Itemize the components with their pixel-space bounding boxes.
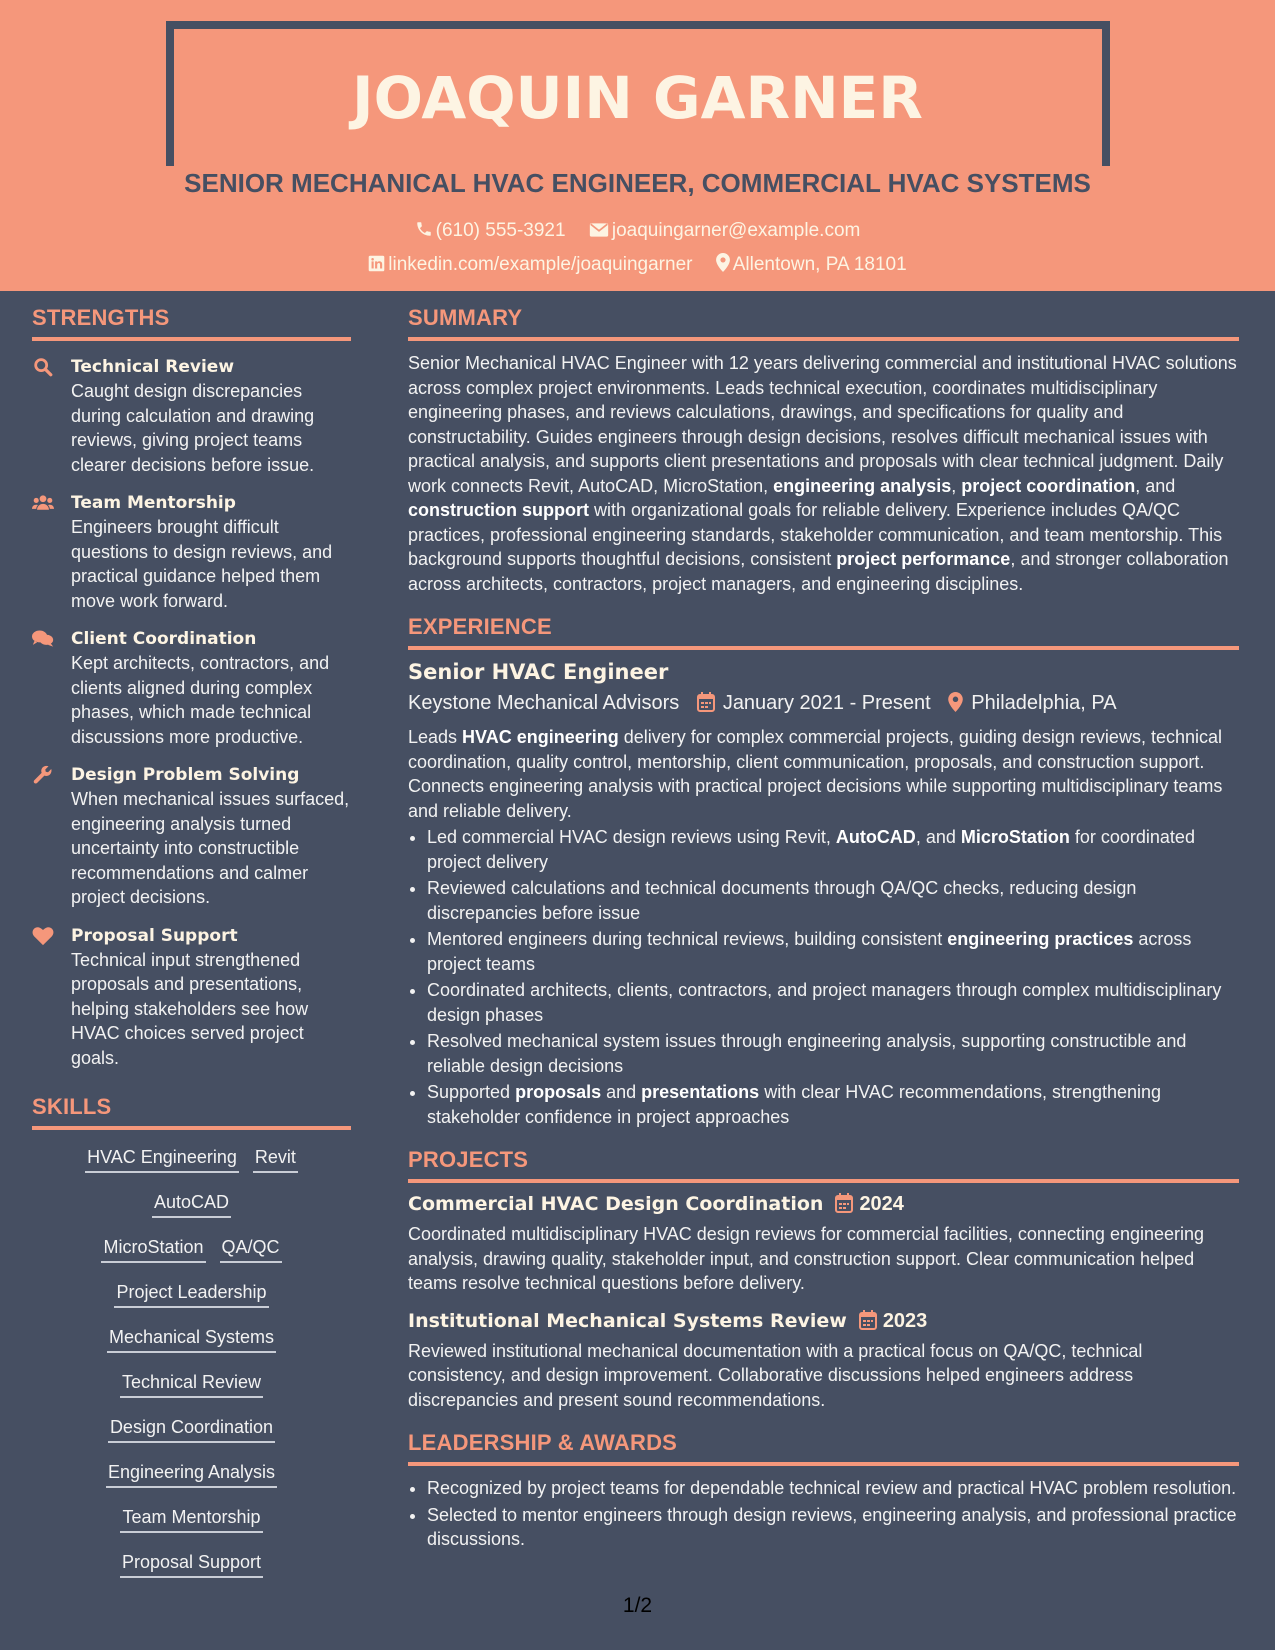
strength-desc: Kept architects, contractors, and clients aligned during complex phases, which made technical discussions more productive. bbox=[71, 653, 330, 747]
project-title bbox=[408, 1193, 1239, 1216]
project-name: Institutional Mechanical Systems Review bbox=[408, 1309, 847, 1332]
strengths-heading: STRENGTHS bbox=[32, 305, 351, 341]
project-name: Commercial HVAC Design Coordination bbox=[408, 1193, 824, 1215]
phone-item bbox=[415, 220, 566, 242]
strength-title: Proposal Support bbox=[71, 925, 238, 946]
job-bullets bbox=[408, 825, 1239, 1129]
experience-heading: EXPERIENCE bbox=[408, 614, 1239, 650]
calendar-icon bbox=[859, 1310, 877, 1330]
job-dates: January 2021 - Present bbox=[722, 692, 931, 714]
location-text: Allentown, PA 18101 bbox=[732, 254, 907, 275]
job-meta bbox=[408, 692, 1239, 715]
envelope-icon bbox=[589, 222, 609, 238]
list-item: • Led commercial HVAC design reviews using Revit, AutoCAD, and MicroStation for coordinated project delivery bbox=[427, 825, 1239, 874]
skill-tag: Engineering Analysis bbox=[106, 1461, 277, 1488]
project-desc: Coordinated multidisciplinary HVAC design reviews for commercial facilities, connecting engineering analysis, drawing quality, stakeholder input, and construction support. Clear communication helped teams resolve technical questions before delivery. bbox=[408, 1224, 1205, 1293]
list-item: • Supported proposals and presentations with clear HVAC recommendations, strengthening stakeholder confidence in project approaches bbox=[427, 1080, 1239, 1129]
strength-item bbox=[32, 491, 351, 613]
linkedin-text[interactable]: linkedin.com/example/joaquingarner bbox=[388, 254, 693, 275]
strength-title: Client Coordination bbox=[71, 629, 257, 649]
skill-tag: Project Leadership bbox=[114, 1281, 268, 1308]
job-location: Philadelphia, PA bbox=[971, 692, 1117, 714]
strength-item bbox=[32, 627, 351, 749]
list-item: • Selected to mentor engineers through design reviews, engineering analysis, and professional practice discussions. bbox=[427, 1503, 1239, 1552]
calendar-icon bbox=[697, 692, 715, 712]
strength-desc: Engineers brought difficult questions to design reviews, and practical guidance helped them move work forward. bbox=[71, 517, 333, 611]
location-item bbox=[716, 253, 907, 276]
skill-tag: Proposal Support bbox=[120, 1551, 263, 1578]
search-icon bbox=[32, 356, 54, 378]
job-description: Leads HVAC engineering delivery for complex commercial projects, guiding design reviews, technical coordination, quality control, mentorship, client communication, proposals, and construction support. Connects engineering analysis with practical project decisions while supporting multidisciplinary teams and reliable delivery. bbox=[408, 727, 1223, 821]
linkedin-icon bbox=[368, 255, 385, 272]
leadership-heading: LEADERSHIP & AWARDS bbox=[408, 1430, 1239, 1466]
left-column bbox=[32, 305, 351, 1596]
email-item bbox=[589, 220, 860, 242]
skills-heading: SKILLS bbox=[32, 1094, 351, 1130]
leadership-list bbox=[408, 1476, 1239, 1552]
strength-title: Design Problem Solving bbox=[71, 765, 300, 785]
skill-tag: MicroStation bbox=[101, 1236, 205, 1263]
list-item: • Coordinated architects, clients, contractors, and project managers through complex multidisciplinary design phases bbox=[427, 978, 1239, 1027]
list-item: • Mentored engineers during technical reviews, building consistent engineering practices across project teams bbox=[427, 927, 1239, 976]
map-pin-icon bbox=[716, 253, 730, 272]
phone-text[interactable]: (610) 555-3921 bbox=[435, 220, 566, 241]
summary-heading: SUMMARY bbox=[408, 305, 1239, 341]
skill-tag: Mechanical Systems bbox=[107, 1326, 276, 1353]
skill-tag: AutoCAD bbox=[152, 1191, 231, 1218]
comments-icon bbox=[32, 628, 54, 650]
calendar-icon bbox=[835, 1193, 853, 1213]
project-desc: Reviewed institutional mechanical documentation with a practical focus on QA/QC, technical consistency, and design improvement. Collaborative discussions helped engineers address discrepancies and present sound recommendations. bbox=[408, 1340, 1143, 1410]
project-year: 2023 bbox=[882, 1309, 928, 1332]
strength-desc: When mechanical issues surfaced, engineering analysis turned uncertainty into constructible recommendations and calmer project decisions. bbox=[71, 789, 350, 907]
wrench-icon bbox=[32, 764, 54, 786]
contact-row-1 bbox=[0, 220, 1275, 242]
users-icon bbox=[32, 492, 54, 514]
page-number: 1/2 bbox=[622, 1594, 653, 1617]
skills-list bbox=[32, 1146, 351, 1596]
strength-desc: Caught design discrepancies during calculation and drawing reviews, giving project teams clearer decisions before issue. bbox=[71, 381, 315, 475]
project-year: 2024 bbox=[859, 1193, 904, 1215]
skill-tag: HVAC Engineering bbox=[85, 1146, 239, 1173]
strength-item bbox=[32, 763, 351, 910]
phone-icon bbox=[415, 220, 433, 238]
strength-item bbox=[32, 355, 351, 477]
skill-tag: QA/QC bbox=[220, 1236, 282, 1263]
map-pin-icon bbox=[948, 692, 963, 712]
candidate-name: JOAQUIN GARNER bbox=[352, 64, 923, 132]
skill-tag: Design Coordination bbox=[108, 1416, 275, 1443]
right-column bbox=[408, 305, 1239, 1554]
skill-tag: Technical Review bbox=[120, 1371, 263, 1398]
heart-icon bbox=[32, 925, 54, 947]
list-item: • Resolved mechanical system issues through engineering analysis, supporting constructible and reliable design decisions bbox=[427, 1029, 1239, 1078]
job-title: Senior HVAC Engineer bbox=[408, 660, 669, 684]
strength-desc: Technical input strengthened proposals and presentations, helping stakeholders see how HVAC choices served project goals. bbox=[71, 949, 309, 1068]
headline: SENIOR MECHANICAL HVAC ENGINEER, COMMERCIAL HVAC SYSTEMS bbox=[184, 168, 1091, 198]
strength-title: Technical Review bbox=[71, 357, 235, 377]
linkedin-item bbox=[368, 254, 692, 276]
strength-item bbox=[32, 924, 351, 1071]
strength-title: Team Mentorship bbox=[71, 493, 236, 513]
contact-row-2 bbox=[0, 253, 1275, 276]
company-name: Keystone Mechanical Advisors bbox=[408, 692, 680, 714]
list-item: • Recognized by project teams for dependable technical review and practical HVAC problem resolution. bbox=[427, 1476, 1239, 1501]
skill-tag: Revit bbox=[253, 1146, 298, 1173]
list-item: • Reviewed calculations and technical documents through QA/QC checks, reducing design discrepancies before issue bbox=[427, 876, 1239, 925]
projects-heading: PROJECTS bbox=[408, 1147, 1239, 1183]
email-text[interactable]: joaquingarner@example.com bbox=[611, 220, 861, 241]
summary-text: Senior Mechanical HVAC Engineer with 12 years delivering commercial and institutional HVAC solutions across complex project environments. Leads technical execution, coordinates multidisciplinary engineering phases, and reviews calculations, drawings, and specifications for quality and constructability. Guides engineers through design decisions, resolves difficult mechanical issues with practical analysis, and supports client presentations and proposals with clear technical judgment. Daily work connects Revit, AutoCAD, MicroStation, engineering analysis, project coordination, and construction support with organizational goals for reliable delivery. Experience includes QA/QC practices, professional engineering standards, stakeholder communication, and team mentorship. This background supports thoughtful decisions, consistent project performance, and stronger collaboration across architects, contractors, project managers, and engineering disciplines. bbox=[408, 353, 1237, 594]
resume-header bbox=[0, 0, 1275, 291]
project-title bbox=[408, 1310, 1239, 1333]
skill-tag: Team Mentorship bbox=[120, 1506, 262, 1533]
